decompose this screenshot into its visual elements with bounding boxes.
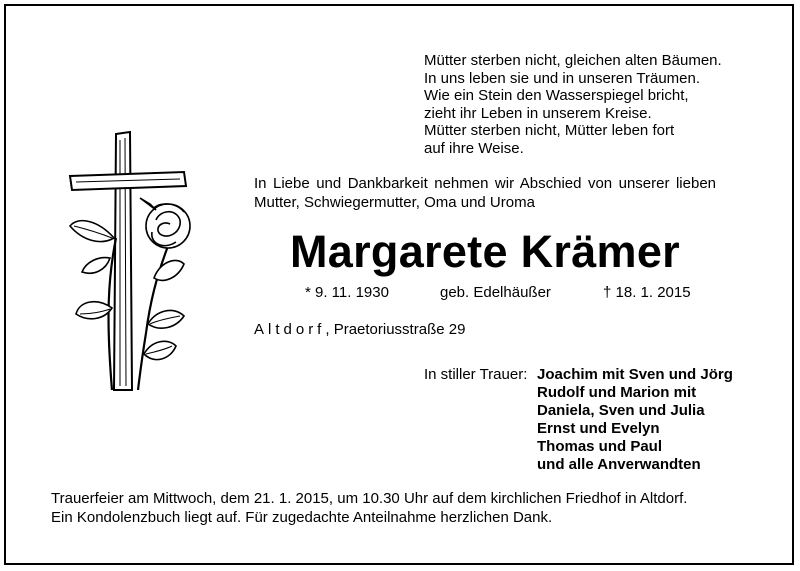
poem-line: auf ihre Weise. xyxy=(424,139,524,157)
maiden-name: geb. Edelhäußer xyxy=(440,284,551,301)
intro-text: In Liebe und Dankbarkeit nehmen wir Abschied von unserer lieben Mutter, Schwiegermutter, Oma und Uroma xyxy=(254,175,716,211)
poem-line: In uns leben sie und in unseren Träumen. xyxy=(424,69,701,87)
birth-date: * 9. 11. 1930 xyxy=(305,284,389,301)
death-date: † 18. 1. 2015 xyxy=(603,284,691,301)
funeral-info-line: Ein Kondolenzbuch liegt auf. Für zugedachte Anteilnahme herzlichen Dank. xyxy=(51,509,553,526)
address-street: , Praetoriusstraße 29 xyxy=(325,321,466,338)
address xyxy=(254,321,465,338)
mourner-line: Rudolf und Marion mit xyxy=(537,384,697,401)
poem-line: zieht ihr Leben in unserem Kreise. xyxy=(424,104,652,122)
mourner-line: Thomas und Paul xyxy=(537,438,663,455)
funeral-info xyxy=(51,489,687,527)
mourners-label: In stiller Trauer: xyxy=(424,366,528,383)
mourner-line: Ernst und Evelyn xyxy=(537,420,660,437)
poem-line: Mütter sterben nicht, Mütter leben fort xyxy=(424,122,675,139)
address-town: Altdorf xyxy=(254,321,326,338)
funeral-info-line: Trauerfeier am Mittwoch, dem 21. 1. 2015, um 10.30 Uhr auf dem kirchlichen Friedhof in Altdorf. xyxy=(51,490,688,507)
mourner-line: und alle Anverwandten xyxy=(537,456,701,473)
poem-line: Wie ein Stein den Wasserspiegel bricht, xyxy=(424,87,689,104)
deceased-name: Margarete Krämer xyxy=(290,226,680,277)
mourner-line: Daniela, Sven und Julia xyxy=(537,402,705,419)
cross-and-rose-illustration xyxy=(60,128,200,398)
poem-line: Mütter sterben nicht, gleichen alten Bäumen. xyxy=(424,52,722,69)
mourners-list xyxy=(537,366,733,474)
poem xyxy=(424,52,722,157)
mourner-line: Joachim mit Sven und Jörg xyxy=(537,366,733,383)
